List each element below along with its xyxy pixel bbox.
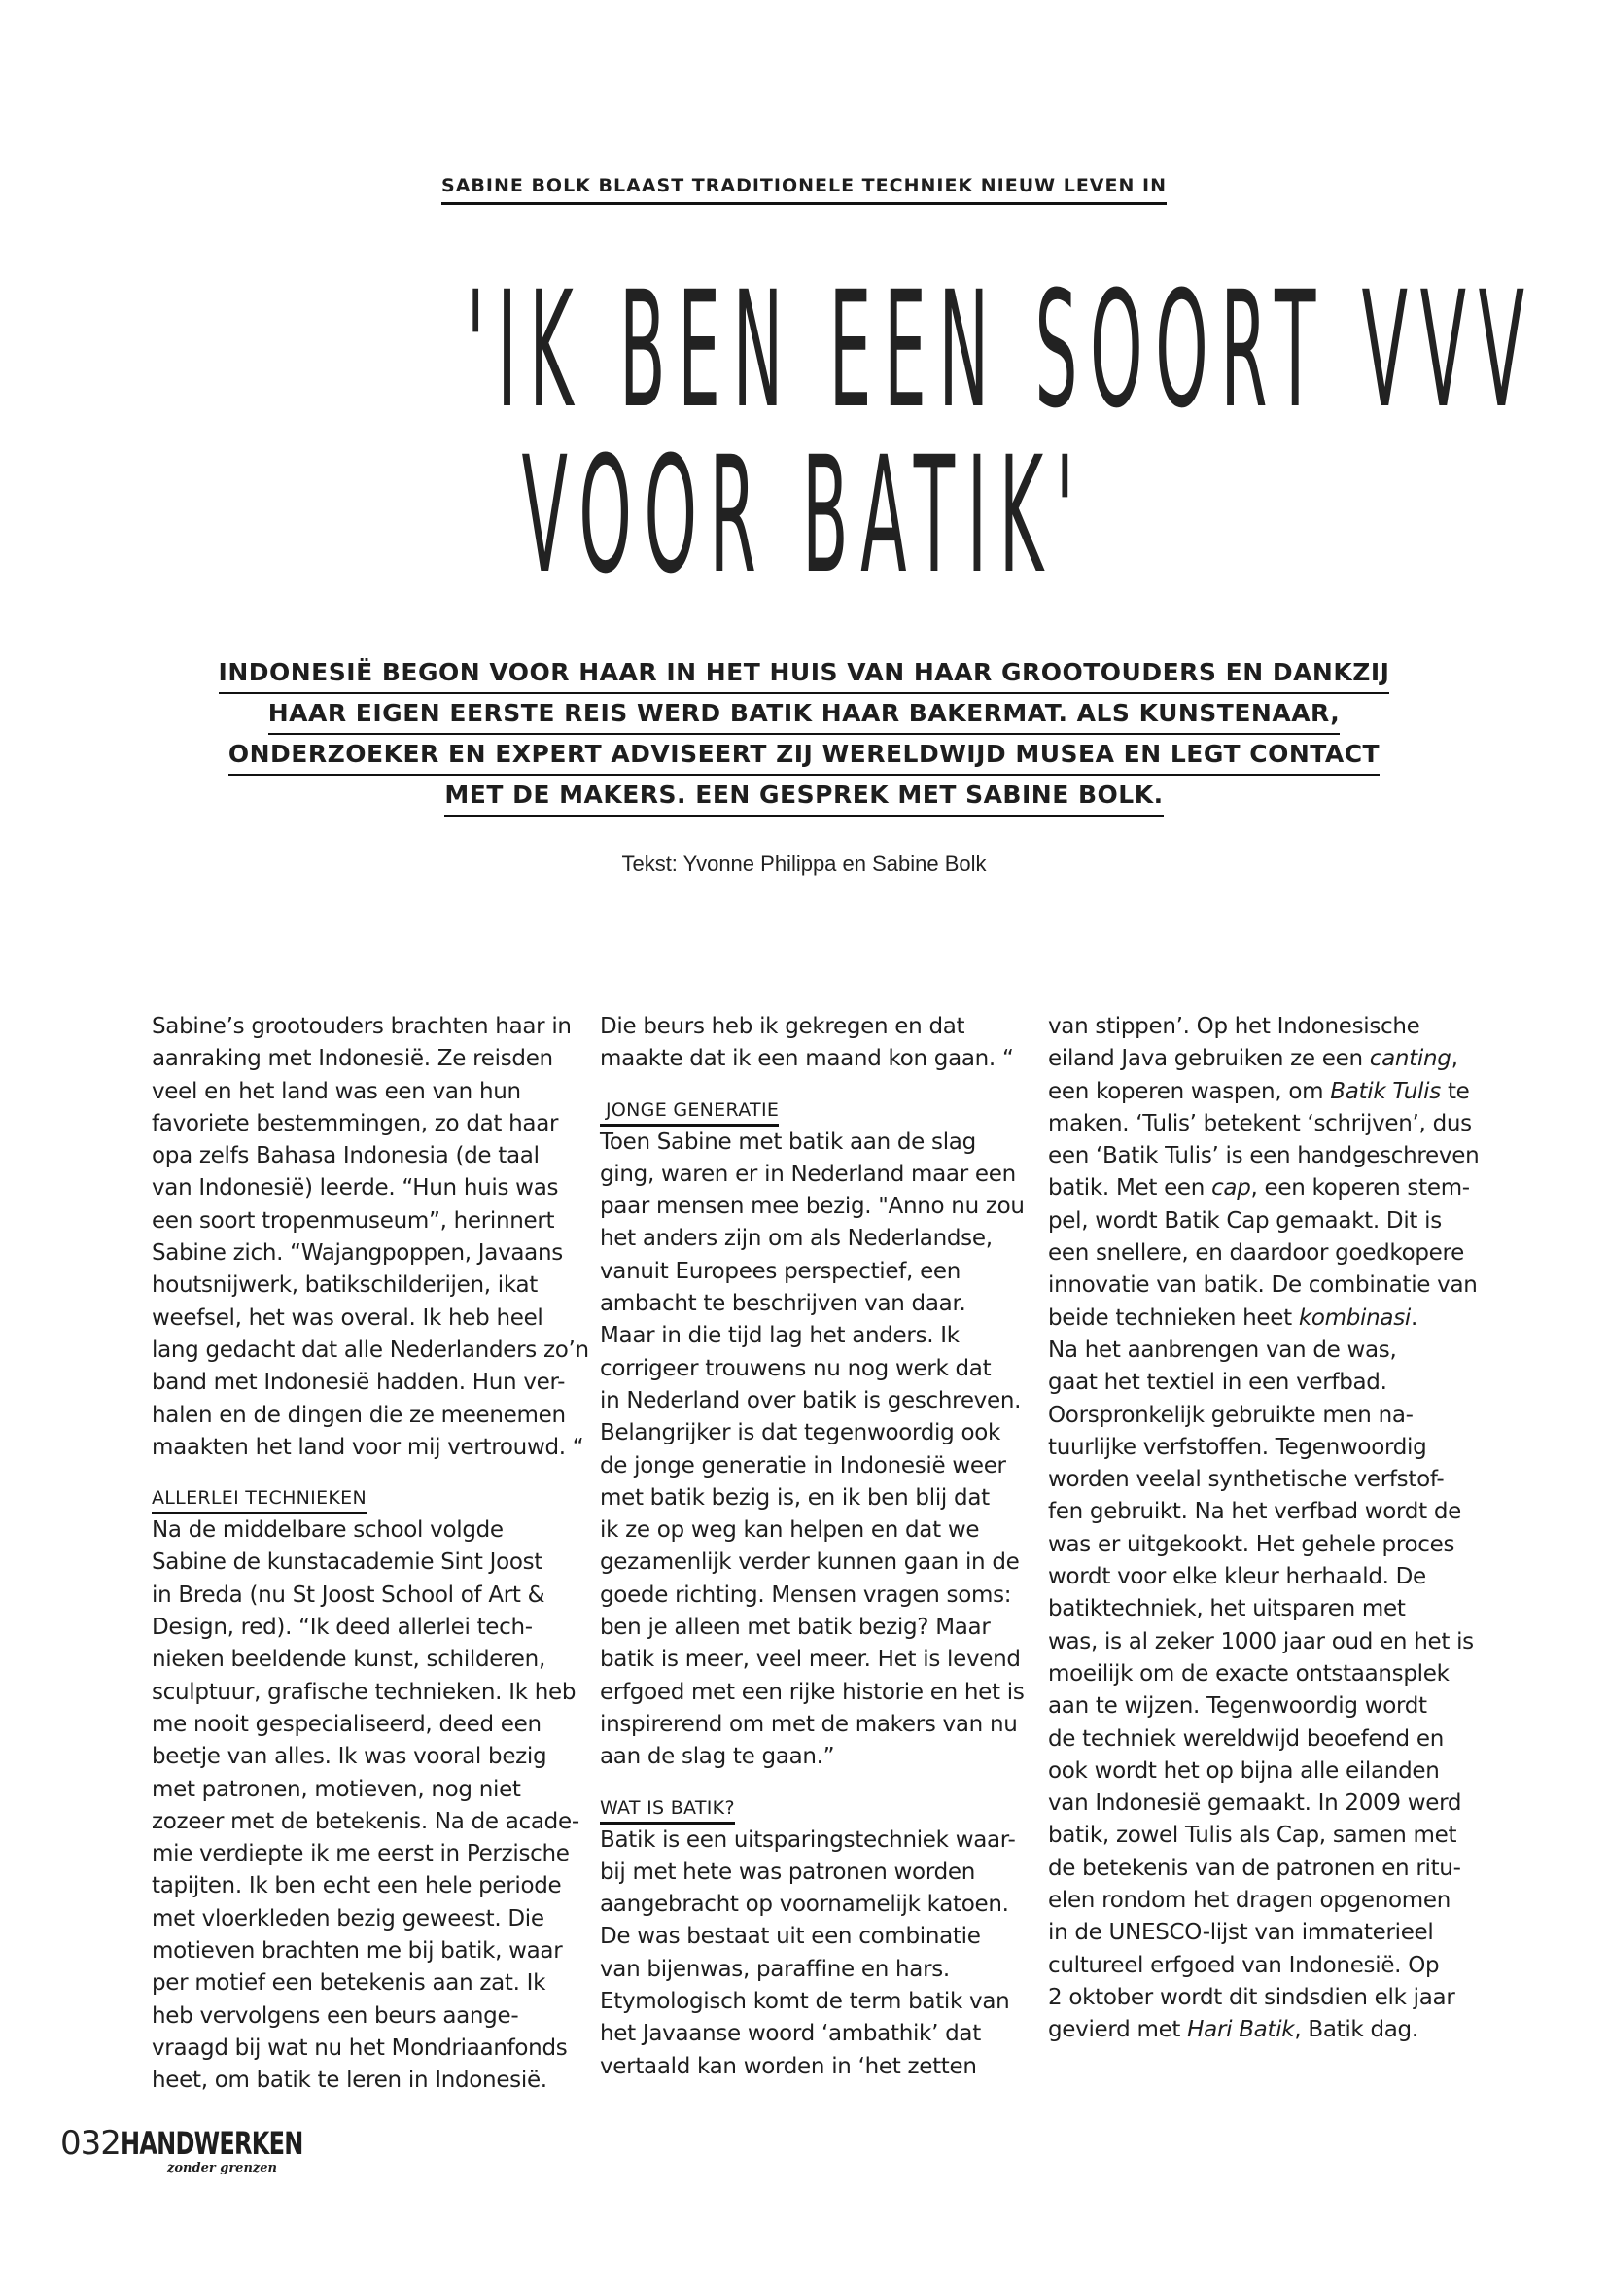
- text-line: sculptuur, grafische technieken. Ik heb: [152, 1679, 577, 1705]
- text-line: Toen Sabine met batik aan de slag: [600, 1129, 976, 1155]
- text-line: veel en het land was een van hun: [152, 1078, 521, 1104]
- text-line: paar mensen mee bezig. "Anno nu zou: [600, 1194, 1025, 1220]
- text-line: aanraking met Indonesië. Ze reisden: [152, 1046, 553, 1072]
- text-line: was er uitgekookt. Het gehele proces: [1048, 1531, 1455, 1557]
- text-line: batik. Met een cap, een koperen stem-: [1048, 1175, 1470, 1201]
- text-line: Etymologisch komt de term batik van: [600, 1989, 1010, 2015]
- text-line: innovatie van batik. De combinatie van: [1048, 1272, 1478, 1299]
- text-line: Die beurs heb ik gekregen en dat: [600, 1014, 965, 1039]
- text-line: Sabine zich. “Wajangpoppen, Javaans: [152, 1240, 563, 1267]
- lead-line: ONDERZOEKER EN EXPERT ADVISEERT ZIJ WERELDWIJD MUSEA EN LEGT CONTACT: [228, 735, 1380, 776]
- text-line: band met Indonesië hadden. Hun ver-: [152, 1370, 566, 1396]
- text-line: gezamenlijk verder kunnen gaan in de: [600, 1549, 1020, 1576]
- footer: [60, 2124, 364, 2175]
- text-line: Batik is een uitsparingstechniek waar-: [600, 1826, 1016, 1853]
- text-line: 2 oktober wordt dit sindsdien elk jaar: [1048, 1984, 1455, 2010]
- text-line: het anders zijn om als Nederlandse,: [600, 1226, 993, 1252]
- text-line: aangebracht op voornamelijk katoen.: [600, 1892, 1009, 1918]
- text-line: in Breda (nu St Joost School of Art &: [152, 1582, 545, 1608]
- author-credit: Tekst: Yvonne Philippa en Sabine Bolk: [621, 852, 987, 876]
- text-line: van stippen’. Op het Indonesische: [1048, 1014, 1420, 1039]
- text-line: Belangrijker is dat tegenwoordig ook: [600, 1420, 1001, 1446]
- text-line: was, is al zeker 1000 jaar oud en het is: [1048, 1628, 1474, 1654]
- text-line: de techniek wereldwijd beoefend en: [1048, 1725, 1444, 1752]
- text-line: een ‘Batik Tulis’ is een handgeschreven: [1048, 1143, 1480, 1169]
- magazine-tagline: zonder grenzen: [167, 2161, 278, 2175]
- paragraph: [152, 1011, 589, 1464]
- text-line: vraagd bij wat nu het Mondriaanfonds: [152, 2035, 568, 2061]
- text-line: de jonge generatie in Indonesië weer: [600, 1452, 1006, 1478]
- paragraph: [1048, 1011, 1480, 2047]
- lead-line: MET DE MAKERS. EEN GESPREK MET SABINE BOLK.: [444, 776, 1163, 817]
- text-line: De was bestaat uit een combinatie: [600, 1924, 981, 1950]
- text-line: in de UNESCO-lijst van immaterieel: [1048, 1920, 1434, 1946]
- text-line: motieven brachten me bij batik, waar: [152, 1938, 563, 1965]
- text-line: het Javaanse woord ‘ambathik’ dat: [600, 2021, 981, 2047]
- page-number: 032: [60, 2124, 121, 2163]
- column-2: [600, 1011, 1025, 2083]
- text-line: beetje van alles. Ik was vooral bezig: [152, 1744, 547, 1770]
- text-line: Na het aanbrengen van de was,: [1048, 1337, 1397, 1363]
- text-line: van Indonesië) leerde. “Hun huis was: [152, 1175, 559, 1201]
- headline-line-1: 'IK BEN EEN SOORT VVV: [466, 257, 1537, 443]
- text-line: zozeer met de betekenis. Na de acade-: [152, 1808, 579, 1834]
- text-line: heb vervolgens een beurs aange-: [152, 2002, 519, 2029]
- text-line: mie verdiepte ik me eerst in Perzische: [152, 1841, 570, 1867]
- text-line: fen gebruikt. Na het verfbad wordt de: [1048, 1499, 1461, 1525]
- text-line: cultureel erfgoed van Indonesië. Op: [1048, 1952, 1440, 1978]
- text-line: ook wordt het op bijna alle eilanden: [1048, 1757, 1440, 1784]
- text-line: ben je alleen met batik bezig? Maar: [600, 1615, 991, 1641]
- text-line: in Nederland over batik is geschreven.: [600, 1387, 1022, 1413]
- text-line: nieken beeldende kunst, schilderen,: [152, 1647, 545, 1673]
- column-1: [152, 1011, 589, 2098]
- text-line: worden veelal synthetische verfstof-: [1048, 1467, 1445, 1493]
- text-line: tapijten. Ik ben echt een hele periode: [152, 1873, 562, 1899]
- paragraph: [152, 1514, 579, 2097]
- text-line: bij met hete was patronen worden: [600, 1859, 975, 1885]
- paragraph: [600, 1127, 1025, 1774]
- text-line: gevierd met Hari Batik, Batik dag.: [1048, 2017, 1418, 2043]
- text-line: Sabine de kunstacademie Sint Joost: [152, 1549, 543, 1576]
- text-line: pel, wordt Batik Cap gemaakt. Dit is: [1048, 1207, 1442, 1234]
- subheading: ALLERLEI TECHNIEKEN: [152, 1485, 367, 1514]
- text-line: een snellere, en daardoor goedkopere: [1048, 1240, 1464, 1267]
- text-line: beide technieken heet kombinasi.: [1048, 1305, 1418, 1331]
- subheading: JONGE GENERATIE: [600, 1097, 779, 1127]
- text-line: wordt voor elke kleur herhaald. De: [1048, 1564, 1426, 1590]
- text-line: ambacht te beschrijven van daar.: [600, 1291, 966, 1317]
- text-line: halen en de dingen die ze meenemen: [152, 1402, 566, 1428]
- text-line: een soort tropenmuseum”, herinnert: [152, 1207, 555, 1234]
- paragraph: [600, 1825, 1018, 2083]
- text-line: maken. ‘Tulis’ betekent ‘schrijven’, dus: [1048, 1110, 1472, 1136]
- kicker-text: SABINE BOLK BLAAST TRADITIONELE TECHNIEK NIEUW LEVEN IN: [441, 175, 1167, 205]
- text-line: elen rondom het dragen opgenomen: [1048, 1888, 1451, 1914]
- text-line: me nooit gespecialiseerd, deed een: [152, 1711, 542, 1737]
- text-line: inspirerend om met de makers van nu: [600, 1711, 1018, 1737]
- text-line: Sabine’s grootouders brachten haar in: [152, 1014, 572, 1039]
- lead-line: INDONESIË BEGON VOOR HAAR IN HET HUIS VAN HAAR GROOTOUDERS EN DANKZIJ: [219, 653, 1390, 694]
- text-line: aan de slag te gaan.”: [600, 1744, 835, 1770]
- text-line: houtsnijwerk, batikschilderijen, ikat: [152, 1272, 539, 1299]
- text-line: met vloerkleden bezig geweest. Die: [152, 1905, 544, 1931]
- lead-paragraph: [0, 653, 1608, 817]
- text-line: heet, om batik te leren in Indonesië.: [152, 2068, 547, 2094]
- column-3: [1048, 1011, 1480, 2047]
- headline-line-2: VOOR BATIK': [521, 422, 1087, 609]
- text-line: weefsel, het was overal. Ik heb heel: [152, 1305, 543, 1331]
- text-line: moeilijk om de exacte ontstaansplek: [1048, 1660, 1450, 1687]
- magazine-logo: HANDWERKEN: [120, 2125, 303, 2162]
- text-line: eiland Java gebruiken ze een canting,: [1048, 1046, 1458, 1072]
- text-line: van Indonesië gemaakt. In 2009 werd: [1048, 1791, 1462, 1817]
- text-line: batik, zowel Tulis als Cap, samen met: [1048, 1823, 1457, 1849]
- text-line: tuurlijke verfstoffen. Tegenwoordig: [1048, 1434, 1427, 1460]
- text-line: erfgoed met een rijke historie en het is: [600, 1679, 1025, 1705]
- text-line: corrigeer trouwens nu nog werk dat: [600, 1355, 992, 1381]
- text-line: goede richting. Mensen vragen soms:: [600, 1582, 1012, 1608]
- text-line: lang gedacht dat alle Nederlanders zo’n: [152, 1337, 589, 1363]
- text-line: Maar in die tijd lag het anders. Ik: [600, 1323, 960, 1349]
- text-line: vertaald kan worden in ‘het zetten: [600, 2053, 977, 2079]
- text-line: aan te wijzen. Tegenwoordig wordt: [1048, 1693, 1427, 1720]
- lead-line: HAAR EIGEN EERSTE REIS WERD BATIK HAAR BAKERMAT. ALS KUNSTENAAR,: [268, 694, 1341, 735]
- kicker: [0, 175, 1608, 196]
- text-line: gaat het textiel in een verfbad.: [1048, 1370, 1387, 1396]
- text-line: van bijenwas, paraffine en hars.: [600, 1956, 950, 1982]
- headline: [0, 257, 1608, 609]
- text-line: favoriete bestemmingen, zo dat haar: [152, 1110, 559, 1136]
- text-line: Oorspronkelijk gebruikte men na-: [1048, 1402, 1414, 1428]
- text-line: de betekenis van de patronen en ritu-: [1048, 1855, 1461, 1881]
- text-line: Design, red). “Ik deed allerlei tech-: [152, 1615, 533, 1641]
- paragraph: [600, 1011, 1018, 1076]
- subheading: WAT IS BATIK?: [600, 1795, 735, 1825]
- text-line: maakten het land voor mij vertrouwd. “: [152, 1434, 584, 1460]
- text-line: batik is meer, veel meer. Het is levend: [600, 1647, 1021, 1673]
- text-line: met batik bezig is, en ik ben blij dat: [600, 1484, 990, 1511]
- text-line: Na de middelbare school volgde: [152, 1517, 504, 1544]
- text-line: batiktechniek, het uitsparen met: [1048, 1596, 1406, 1622]
- text-line: per motief een betekenis aan zat. Ik: [152, 1970, 546, 1997]
- text-line: ik ze op weg kan helpen en dat we: [600, 1517, 980, 1544]
- text-line: ging, waren er in Nederland maar een: [600, 1161, 1016, 1187]
- text-line: een koperen waspen, om Batik Tulis te: [1048, 1078, 1470, 1104]
- text-line: opa zelfs Bahasa Indonesia (de taal: [152, 1143, 540, 1169]
- text-line: maakte dat ik een maand kon gaan. “: [600, 1046, 1014, 1072]
- text-line: vanuit Europees perspectief, een: [600, 1258, 961, 1284]
- text-line: met patronen, motieven, nog niet: [152, 1776, 521, 1802]
